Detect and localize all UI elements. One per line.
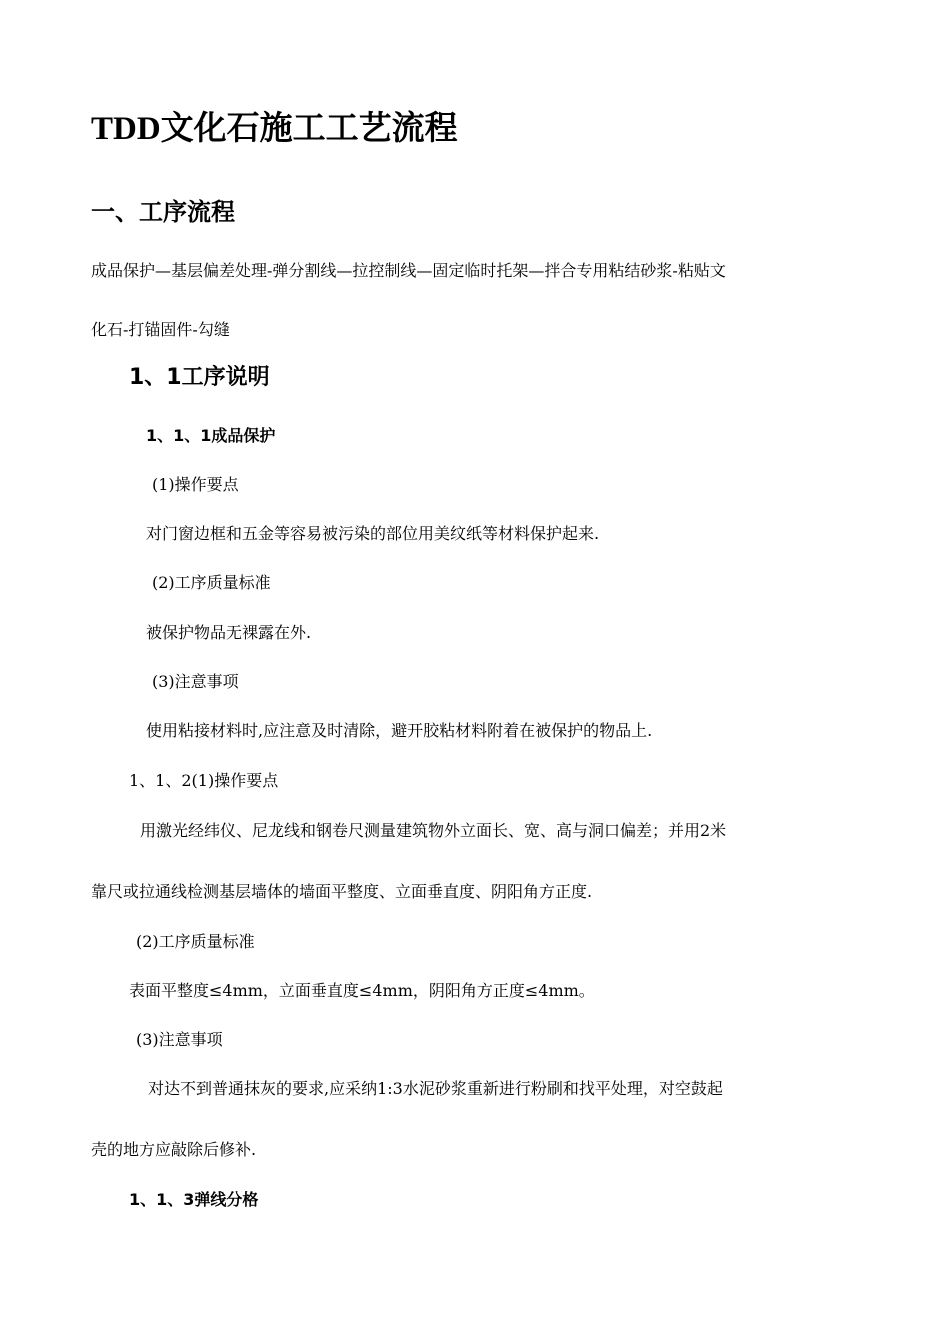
item1-operation-text: 对门窗边框和五金等容易被污染的部位用美纹纸等材料保护起来.: [146, 524, 600, 543]
item2-notes-label: (3)注意事项: [136, 1030, 223, 1049]
flow-text-line-1: 成品保护—基层偏差处理-弹分割线—拉控制线—固定临时托架—拌合专用粘结砂浆-粘贴文: [91, 261, 726, 280]
item2-notes-text-line-2: 壳的地方应敲除后修补.: [91, 1140, 257, 1159]
item-heading-finished-product-protection: 1、1、1成品保护: [146, 426, 276, 445]
subsection-heading-process-description: 1、1工序说明: [129, 365, 270, 390]
section-heading-process-flow: 一、工序流程: [91, 198, 235, 226]
item1-operation-label: (1)操作要点: [152, 475, 239, 494]
flow-text-line-2: 化石-打锚固件-勾缝: [91, 320, 230, 339]
item2-notes-text-line-1: 对达不到普通抹灰的要求,应采纳1:3水泥砂浆重新进行粉刷和找平处理，对空鼓起: [148, 1079, 723, 1098]
item1-quality-label: (2)工序质量标准: [152, 573, 271, 592]
item2-heading: 1、1、2(1)操作要点: [129, 771, 279, 790]
item1-notes-text: 使用粘接材料时,应注意及时清除，避开胶粘材料附着在被保护的物品上.: [146, 721, 653, 740]
item1-quality-text: 被保护物品无裸露在外.: [146, 623, 312, 642]
item2-operation-text-line-1: 用激光经纬仪、尼龙线和钢卷尺测量建筑物外立面长、宽、高与洞口偏差；并用2米: [140, 821, 727, 840]
item-heading-line-marking: 1、1、3弹线分格: [129, 1190, 259, 1209]
item2-quality-text: 表面平整度≤4mm，立面垂直度≤4mm，阴阳角方正度≤4mm。: [129, 981, 595, 1000]
item1-notes-label: (3)注意事项: [152, 672, 239, 691]
item2-quality-label: (2)工序质量标准: [136, 932, 255, 951]
document-title: TDD文化石施工工艺流程: [91, 111, 458, 147]
item2-operation-text-line-2: 靠尺或拉通线检测基层墙体的墙面平整度、立面垂直度、阴阳角方正度.: [91, 882, 593, 901]
